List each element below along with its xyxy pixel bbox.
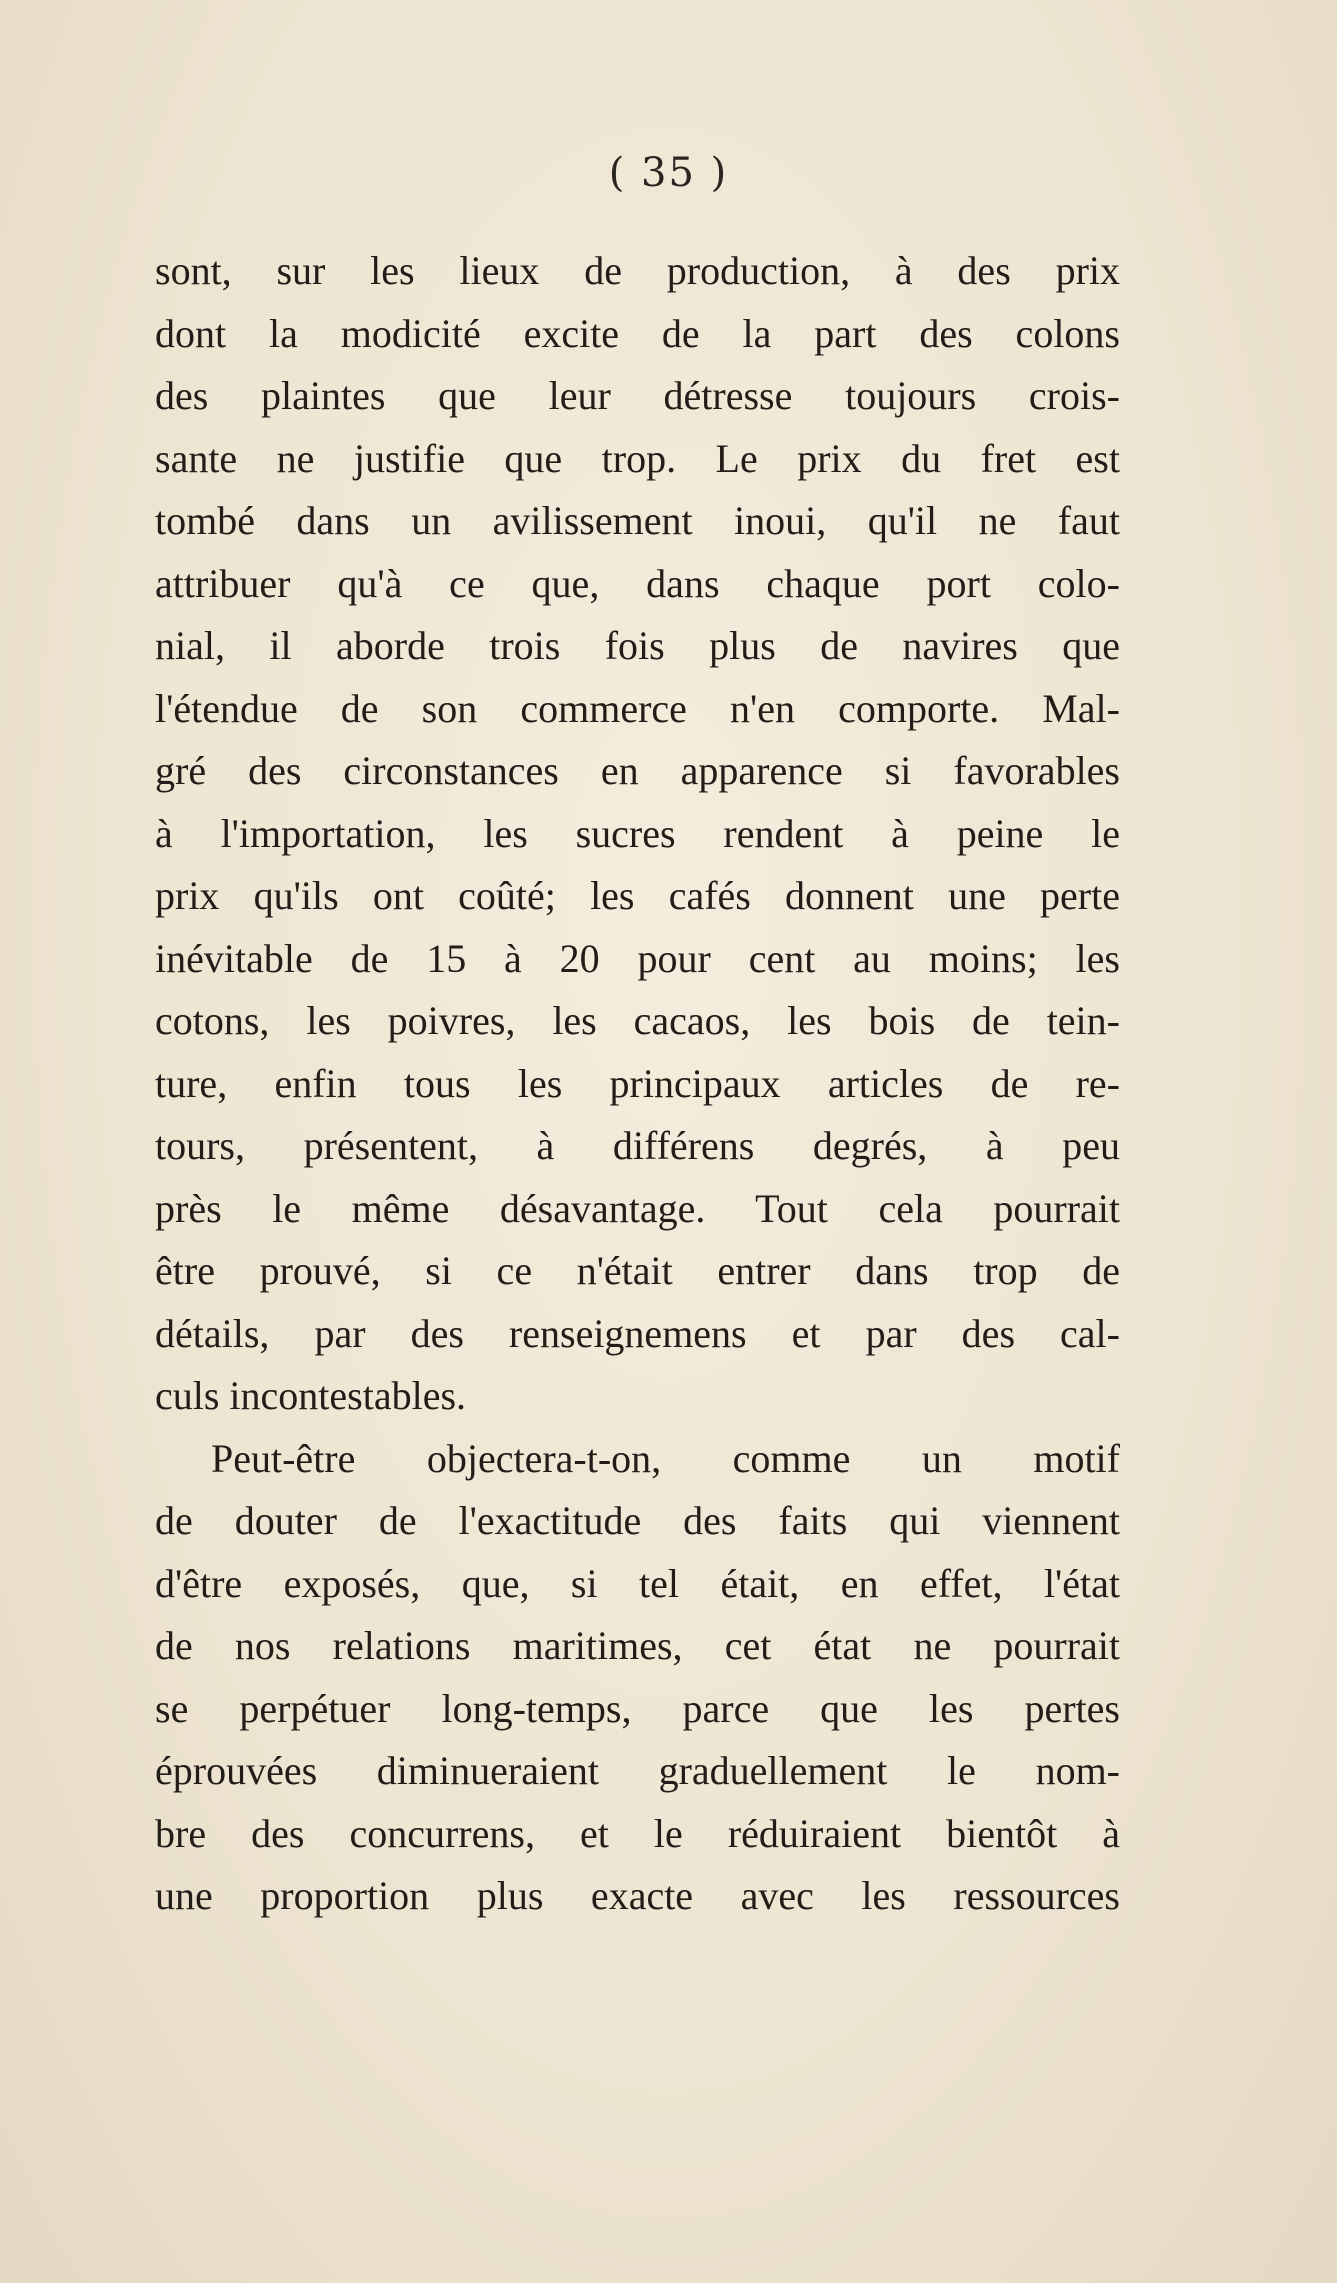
text-line: cotons, les poivres, les cacaos, les bois de tein- xyxy=(155,998,1120,1043)
text-line: inévitable de 15 à 20 pour cent au moins; les xyxy=(155,935,1120,981)
text-line: être prouvé, si ce n'était entrer dans trop de xyxy=(155,1248,1120,1293)
text-line: d'être exposés, que, si tel était, en effet, l'état xyxy=(155,1560,1120,1606)
text-line: Peut-être objectera-t-on, comme un motif xyxy=(211,1435,1120,1481)
text-line: prix qu'ils ont coûté; les cafés donnent une perte xyxy=(155,873,1120,918)
text-line: à l'importation, les sucres rendent à peine le xyxy=(155,810,1120,856)
text-line: ture, enfin tous les principaux articles de re- xyxy=(155,1060,1120,1106)
text-line: tours, présentent, à différens degrés, à peu xyxy=(155,1123,1120,1168)
page-number: ( 35 ) xyxy=(608,150,729,196)
text-line: l'étendue de son commerce n'en comporte. Mal- xyxy=(155,685,1120,731)
text-line: détails, par des renseignemens et par des cal- xyxy=(155,1310,1120,1356)
text-line: dont la modicité excite de la part des colons xyxy=(155,310,1120,356)
text-line: des plaintes que leur détresse toujours crois- xyxy=(155,373,1120,418)
text-line: tombé dans un avilissement inoui, qu'il ne faut xyxy=(155,498,1120,543)
text-line: gré des circonstances en apparence si favorables xyxy=(155,748,1120,793)
text-line: bre des concurrens, et le réduiraient bientôt à xyxy=(155,1810,1120,1856)
text-line: nial, il aborde trois fois plus de navires que xyxy=(155,623,1120,668)
text-line: près le même désavantage. Tout cela pourrait xyxy=(155,1185,1120,1231)
text-line: culs incontestables. xyxy=(155,1373,467,1418)
text-line: de nos relations maritimes, cet état ne pourrait xyxy=(155,1623,1120,1668)
text-line: se perpétuer long-temps, parce que les pertes xyxy=(155,1685,1120,1731)
text-line: sante ne justifie que trop. Le prix du fret est xyxy=(155,435,1120,481)
paragraph-2 xyxy=(155,1428,1120,1928)
body-text xyxy=(155,240,1120,1928)
text-line: de douter de l'exactitude des faits qui viennent xyxy=(155,1498,1120,1543)
text-line: attribuer qu'à ce que, dans chaque port colo- xyxy=(155,560,1120,606)
text-line: une proportion plus exacte avec les ressources xyxy=(155,1873,1120,1918)
paragraph-1 xyxy=(155,240,1120,1428)
text-line: sont, sur les lieux de production, à des prix xyxy=(155,248,1120,293)
text-line: éprouvées diminueraient graduellement le nom- xyxy=(155,1748,1120,1793)
